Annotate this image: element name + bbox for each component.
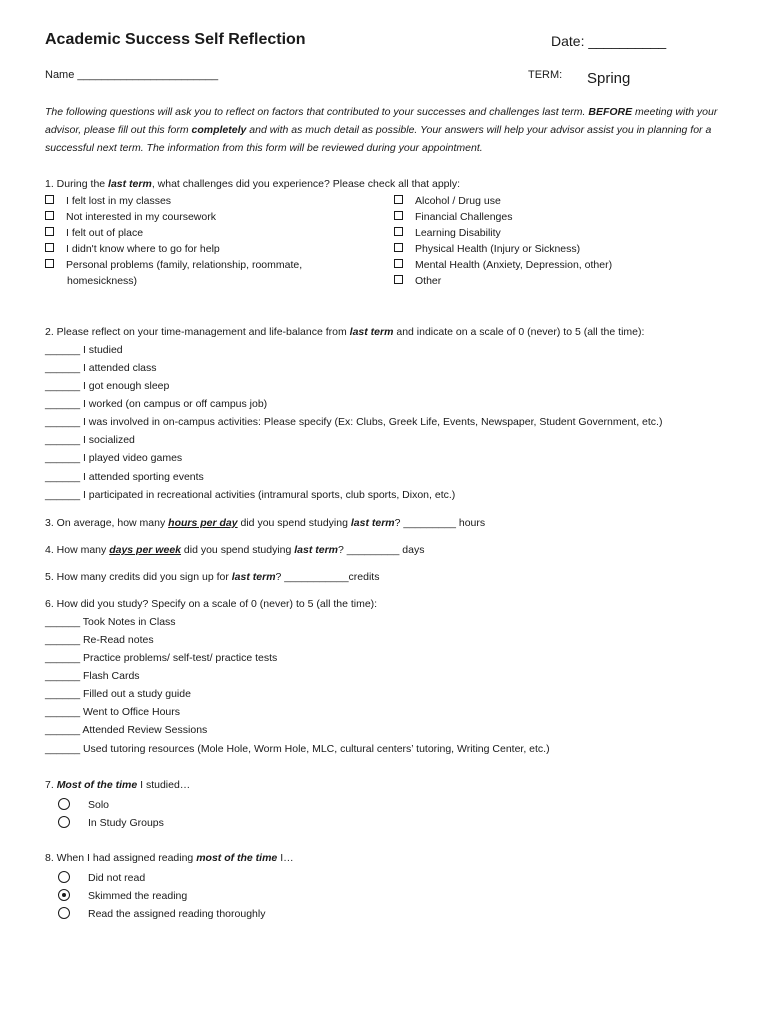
q1-post: , what challenges did you experience? Please check all that apply: (151, 178, 461, 190)
checkbox-icon[interactable] (45, 243, 54, 252)
q8-option-did-not-read[interactable] (58, 871, 145, 884)
radio-icon[interactable] (58, 871, 70, 883)
q5-line[interactable] (45, 571, 379, 583)
q6-heading: 6. How did you study? Specify on a scale of 0 (never) to 5 (all the time): (45, 598, 378, 610)
checkbox-label: Other (415, 275, 442, 287)
term-value[interactable]: Spring (587, 70, 631, 87)
q6-item[interactable]: ______ Used tutoring resources (Mole Hole, Worm Hole, MLC, cultural centers’ tutoring, Writing Center, etc.) (45, 743, 550, 755)
q5-em: last term (231, 571, 276, 583)
q2-item[interactable]: ______ I worked (on campus or off campus job) (45, 398, 268, 410)
q2-item[interactable]: ______ I played video games (45, 452, 183, 464)
q3-pre: 3. On average, how many (45, 517, 169, 529)
q2-item[interactable]: ______ I attended sporting events (45, 471, 204, 483)
q8-heading (45, 852, 294, 864)
checkbox-label: I felt lost in my classes (66, 195, 172, 207)
q7-post: I studied… (137, 779, 191, 791)
checkbox-icon[interactable] (45, 259, 54, 268)
q8-em: most of the time (196, 852, 278, 864)
q3-mid: did you spend studying (237, 517, 351, 529)
name-field[interactable]: Name _______________________ (45, 69, 219, 81)
q1-checkbox-right-1[interactable] (394, 211, 512, 223)
radio-label: Solo (88, 799, 110, 811)
radio-label: In Study Groups (88, 817, 164, 829)
q8-option-skimmed[interactable] (58, 889, 187, 902)
q7-pre: 7. (45, 779, 57, 791)
q3-em2: last term (350, 517, 395, 529)
q8-pre: 8. When I had assigned reading (45, 852, 197, 864)
checkbox-label: Alcohol / Drug use (415, 195, 501, 207)
q3-em1: hours per day (168, 517, 238, 529)
q2-post: and indicate on a scale of 0 (never) to 5 (all the time): (393, 326, 645, 338)
checkbox-icon[interactable] (394, 227, 403, 236)
q6-item[interactable]: ______ Re-Read notes (45, 634, 154, 646)
q2-em: last term (349, 326, 394, 338)
q1-checkbox-right-2[interactable] (394, 227, 501, 239)
q4-em2: last term (294, 544, 339, 556)
checkbox-label: Not interested in my coursework (66, 211, 216, 223)
q1-checkbox-right-5[interactable] (394, 275, 441, 287)
q2-item[interactable]: ______ I attended class (45, 362, 157, 374)
radio-label: Read the assigned reading thoroughly (88, 908, 266, 920)
q7-option-study-groups[interactable] (58, 816, 164, 829)
q1-checkbox-left-3[interactable] (45, 243, 220, 255)
checkbox-icon[interactable] (45, 227, 54, 236)
checkbox-icon[interactable] (394, 275, 403, 284)
checkbox-icon[interactable] (394, 195, 403, 204)
intro-paragraph (45, 103, 725, 157)
q7-option-solo[interactable] (58, 798, 109, 811)
q6-item[interactable]: ______ Took Notes in Class (45, 616, 176, 628)
checkbox-label: Financial Challenges (415, 211, 513, 223)
q5-post: ? ___________credits (275, 571, 380, 583)
radio-selected-icon[interactable] (58, 889, 70, 901)
q1-heading (45, 178, 460, 190)
q4-line[interactable] (45, 544, 424, 556)
q6-item[interactable]: ______ Went to Office Hours (45, 706, 181, 718)
q8-option-read-thoroughly[interactable] (58, 907, 265, 920)
q1-checkbox-right-0[interactable] (394, 195, 501, 207)
checkbox-label: Mental Health (Anxiety, Depression, other) (415, 259, 613, 271)
checkbox-label: Personal problems (family, relationship, roommate, (66, 259, 303, 271)
q2-heading (45, 326, 644, 338)
q1-em: last term (108, 178, 152, 190)
radio-icon[interactable] (58, 907, 70, 919)
q2-item[interactable]: ______ I was involved in on-campus activities: Please specify (Ex: Clubs, Greek Life, Events, Newspaper, Student Government, etc.) (45, 416, 663, 428)
q3-line[interactable] (45, 517, 485, 529)
intro-text-2: meeting with your advisor, please fill out this form (45, 106, 718, 136)
checkbox-icon[interactable] (45, 195, 54, 204)
q2-pre: 2. Please reflect on your time-management and life-balance from (45, 326, 350, 338)
intro-before: BEFORE (588, 106, 633, 118)
q2-item[interactable]: ______ I studied (45, 344, 123, 356)
checkbox-label: I didn't know where to go for help (66, 243, 220, 255)
q7-em: Most of the time (56, 779, 138, 791)
checkbox-icon[interactable] (394, 259, 403, 268)
radio-label: Did not read (88, 872, 146, 884)
q4-post: ? _________ days (338, 544, 425, 556)
q6-item[interactable]: ______ Practice problems/ self-test/ practice tests (45, 652, 278, 664)
q4-mid: did you spend studying (181, 544, 295, 556)
q4-pre: 4. How many (45, 544, 110, 556)
checkbox-label: Learning Disability (415, 227, 501, 239)
page-title: Academic Success Self Reflection (45, 31, 306, 48)
intro-text-3: and with as much detail as possible. Your answers will help your advisor assist you in planning for a successful next term. The information from this form will be reviewed during your appointment. (45, 124, 712, 154)
checkbox-icon[interactable] (394, 211, 403, 220)
checkbox-label: Physical Health (Injury or Sickness) (415, 243, 581, 255)
q8-post: I… (277, 852, 294, 864)
q5-pre: 5. How many credits did you sign up for (45, 571, 232, 583)
q6-item[interactable]: ______ Attended Review Sessions (45, 724, 208, 736)
radio-icon[interactable] (58, 816, 70, 828)
q1-checkbox-right-3[interactable] (394, 243, 580, 255)
q3-post: ? _________ hours (394, 517, 486, 529)
checkbox-label: I felt out of place (66, 227, 144, 239)
q2-item[interactable]: ______ I socialized (45, 434, 135, 446)
q7-heading (45, 779, 190, 791)
q4-em1: days per week (109, 544, 181, 556)
q1-checkbox-left-2[interactable] (45, 227, 143, 239)
date-field[interactable]: Date: __________ (551, 33, 667, 49)
q6-item[interactable]: ______ Flash Cards (45, 670, 140, 682)
q1-checkbox-left-1[interactable] (45, 211, 216, 223)
intro-text-1: The following questions will ask you to reflect on factors that contributed to your successes and challenges last term. (45, 106, 589, 118)
q1-checkbox-left-4[interactable] (45, 259, 302, 271)
checkbox-icon[interactable] (45, 211, 54, 220)
radio-label: Skimmed the reading (88, 890, 188, 902)
intro-completely: completely (191, 124, 247, 136)
q1-checkbox-left-0[interactable] (45, 195, 171, 207)
q1-checkbox-left-4-cont: homesickness) (67, 275, 138, 287)
q2-item[interactable]: ______ I participated in recreational activities (intramural sports, club sports, Dixon, etc.) (45, 489, 456, 501)
term-label: TERM: (528, 69, 563, 81)
q2-item[interactable]: ______ I got enough sleep (45, 380, 170, 392)
q6-item[interactable]: ______ Filled out a study guide (45, 688, 191, 700)
checkbox-icon[interactable] (394, 243, 403, 252)
q1-pre: 1. During the (45, 178, 109, 190)
q1-checkbox-right-4[interactable] (394, 259, 612, 271)
radio-icon[interactable] (58, 798, 70, 810)
